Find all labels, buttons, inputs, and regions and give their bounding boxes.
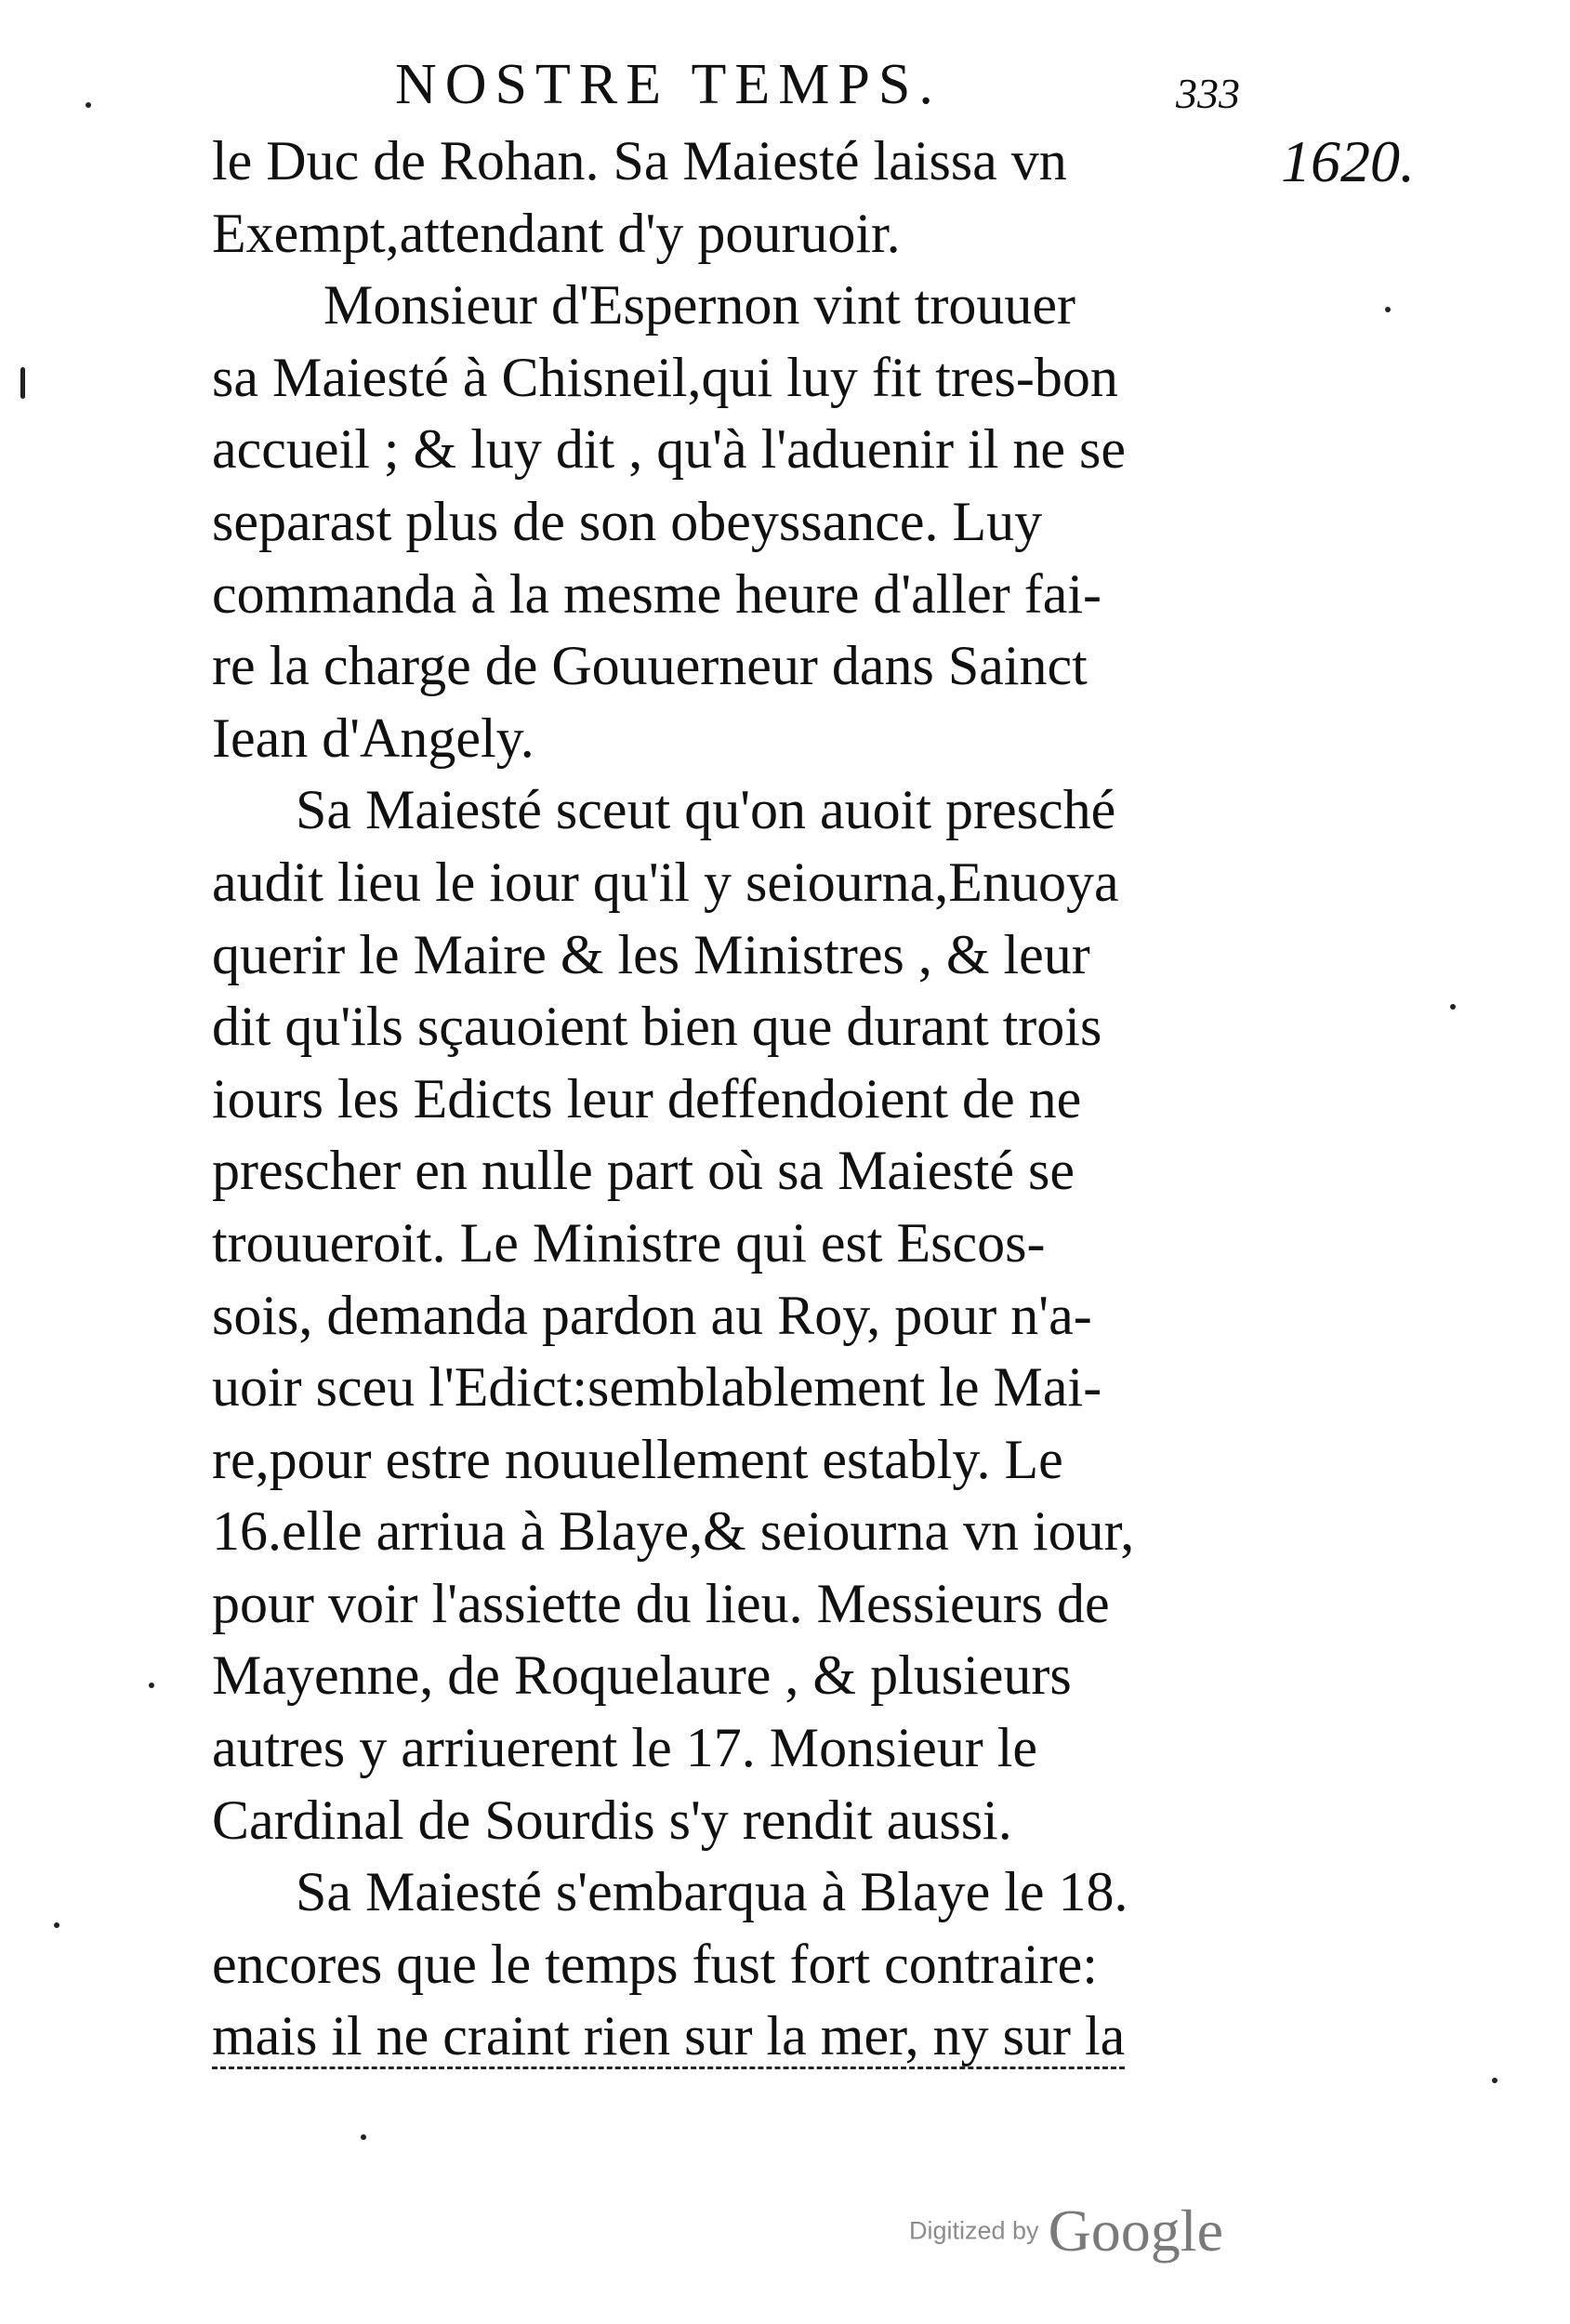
text-line: encores que le temps fust fort contraire:: [212, 1933, 1098, 1995]
text-line: sa Maiesté à Chisneil,qui luy fit tres-bon: [212, 346, 1118, 408]
body-text: [212, 125, 1244, 2073]
text-line: Iean d'Angely.: [212, 706, 534, 769]
text-line: Cardinal de Sourdis s'y rendit aussi.: [212, 1789, 1012, 1851]
text-line: audit lieu le iour qu'il y seiourna,Enuoya: [212, 851, 1119, 913]
text-line: separast plus de son obeyssance. Luy: [212, 490, 1043, 552]
text-line: autres y arriuerent le 17. Monsieur le: [212, 1717, 1038, 1779]
text-line: trouueroit. Le Ministre qui est Escos-: [212, 1211, 1046, 1274]
text-line: Exempt,attendant d'y pouruoir.: [212, 202, 901, 264]
text-line: dit qu'ils sçauoient bien que durant trois: [212, 996, 1102, 1058]
text-line: iours les Edicts leur deffendoient de ne: [212, 1067, 1082, 1129]
text-line: Mayenne, de Roquelaure , & plusieurs: [212, 1644, 1072, 1707]
catchword-line: [212, 2000, 1244, 2073]
text-line: sois, demanda pardon au Roy, pour n'a-: [212, 1284, 1092, 1346]
running-title: NOSTRE TEMPS.: [395, 53, 942, 116]
text-line: accueil ; & luy dit , qu'à l'aduenir il ne se: [212, 418, 1126, 481]
google-logo-text: Google: [1048, 2198, 1223, 2264]
scan-speck: [20, 367, 25, 399]
scan-speck: [1385, 307, 1391, 312]
text-line: uoir sceu l'Edict:semblablement le Mai-: [212, 1356, 1102, 1419]
paragraph-start-line: Monsieur d'Espernon vint trouuer: [323, 274, 1076, 337]
scan-speck: [1492, 2078, 1497, 2083]
text-line: commanda à la mesme heure d'aller fai-: [212, 562, 1102, 625]
paragraph-start-line: Sa Maiesté s'embarqua à Blaye le 18.: [296, 1861, 1128, 1923]
text-line: 16.elle arriua à Blaye,& seiourna vn iour,: [212, 1500, 1135, 1563]
text-line: re,pour estre nouuellement estably. Le: [212, 1428, 1063, 1490]
digitized-label: Digitized by: [909, 2216, 1039, 2245]
scan-speck: [1450, 1004, 1456, 1010]
text-line: re la charge de Gouuerneur dans Sainct: [212, 635, 1088, 697]
digitized-by-google-watermark: [909, 2198, 1223, 2264]
text-line: querir le Maire & les Ministres , & leur: [212, 923, 1090, 985]
last-line-text: mais il ne craint rien sur la mer, ny sur la: [212, 2005, 1125, 2069]
scan-speck: [54, 1922, 59, 1928]
page-number: 333: [1176, 70, 1240, 117]
text-line: prescher en nulle part où sa Maiesté se: [212, 1140, 1075, 1202]
scan-speck: [149, 1683, 154, 1688]
text-line: le Duc de Rohan. Sa Maiesté laissa vn: [212, 130, 1067, 191]
scan-speck: [86, 102, 91, 108]
paragraph-start-line: Sa Maiesté sceut qu'on auoit presché: [296, 779, 1116, 841]
margin-year: 1620.: [1281, 128, 1415, 194]
text-line: pour voir l'assiette du lieu. Messieurs de: [212, 1572, 1110, 1634]
scan-speck: [361, 2134, 366, 2140]
